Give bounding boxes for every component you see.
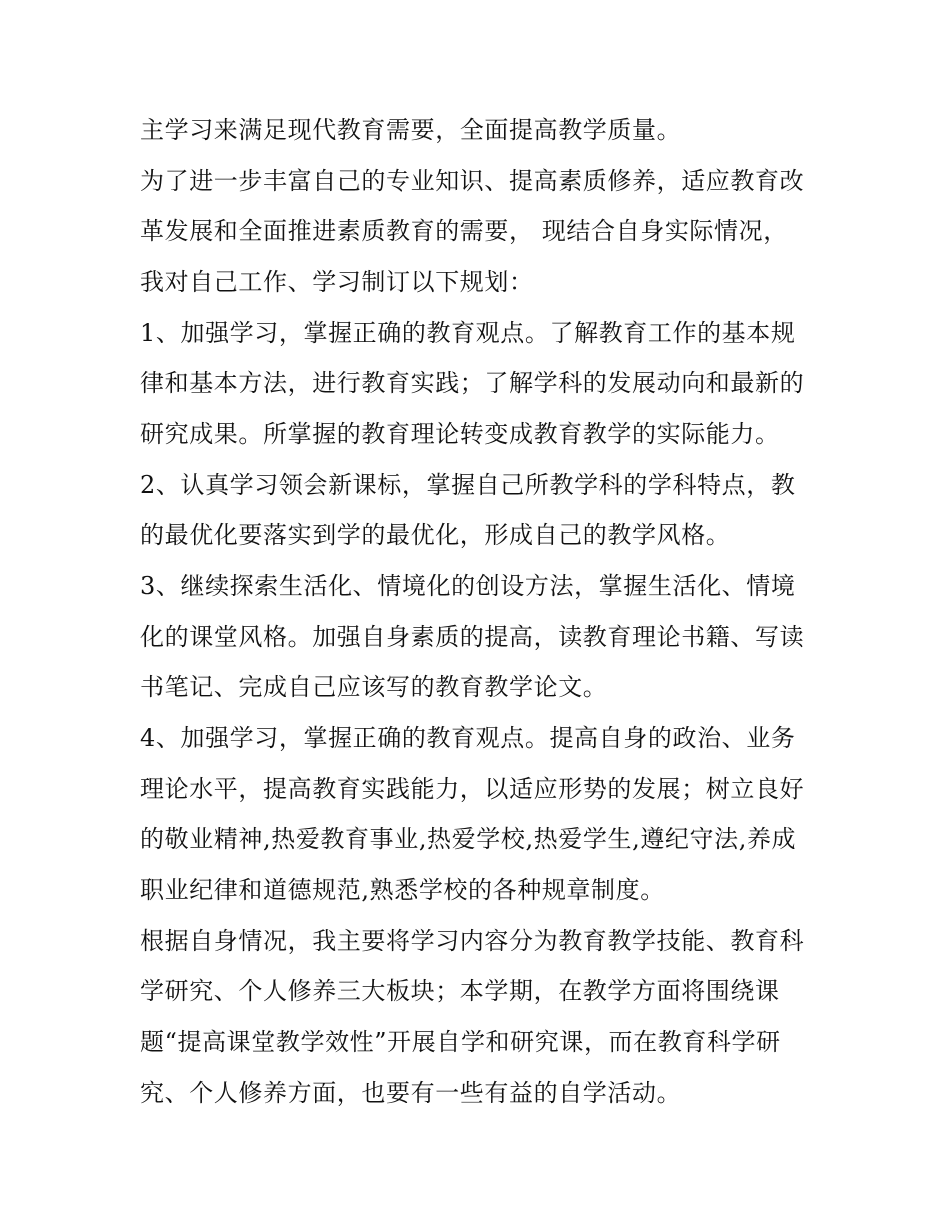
text-line: 化的课堂风格。加强自身素质的提高，读教育理论书籍、写读	[140, 623, 805, 651]
text-line: 我对自己工作、学习制订以下规划：	[140, 268, 534, 296]
text-line: 研究成果。所掌握的教育理论转变成教育教学的实际能力。	[140, 420, 780, 448]
text-line: 职业纪律和道德规范,熟悉学校的各种规章制度。	[140, 876, 665, 904]
text-line: 主学习来满足现代教育需要，全面提高教学质量。	[140, 116, 682, 144]
text-line: 为了进一步丰富自己的专业知识、提高素质修养，适应教育改	[140, 167, 805, 195]
text-line: 根据自身情况，我主要将学习内容分为教育教学技能、教育科	[140, 927, 805, 955]
text-line: 革发展和全面推进素质教育的需要， 现结合自身实际情况，	[140, 217, 788, 245]
text-line: 究、个人修养方面，也要有一些有益的自学活动。	[140, 1079, 682, 1107]
text-line: 题“提高课堂教学效性”开展自学和研究课，而在教育科学研	[140, 1028, 781, 1056]
text-line: 理论水平，提高教育实践能力，以适应形势的发展；树立良好	[140, 775, 805, 803]
text-line: 的敬业精神,热爱教育事业,热爱学校,热爱学生,遵纪守法,养成	[140, 825, 797, 853]
text-line: 律和基本方法，进行教育实践；了解学科的发展动向和最新的	[140, 369, 805, 397]
text-line: 2、认真学习领会新课标，掌握自己所教学科的学科特点，教	[140, 471, 796, 499]
text-line: 学研究、个人修养三大板块；本学期，在教学方面将围绕课	[140, 977, 780, 1005]
text-line: 1、加强学习，掌握正确的教育观点。了解教育工作的基本规	[140, 319, 796, 347]
text-line: 3、继续探索生活化、情境化的创设方法，掌握生活化、情境	[140, 572, 796, 600]
text-line: 4、加强学习，掌握正确的教育观点。提高自身的政治、业务	[140, 724, 796, 752]
text-line: 的最优化要落实到学的最优化，形成自己的教学风格。	[140, 521, 731, 549]
text-line: 书笔记、完成自己应该写的教育教学论文。	[140, 673, 608, 701]
